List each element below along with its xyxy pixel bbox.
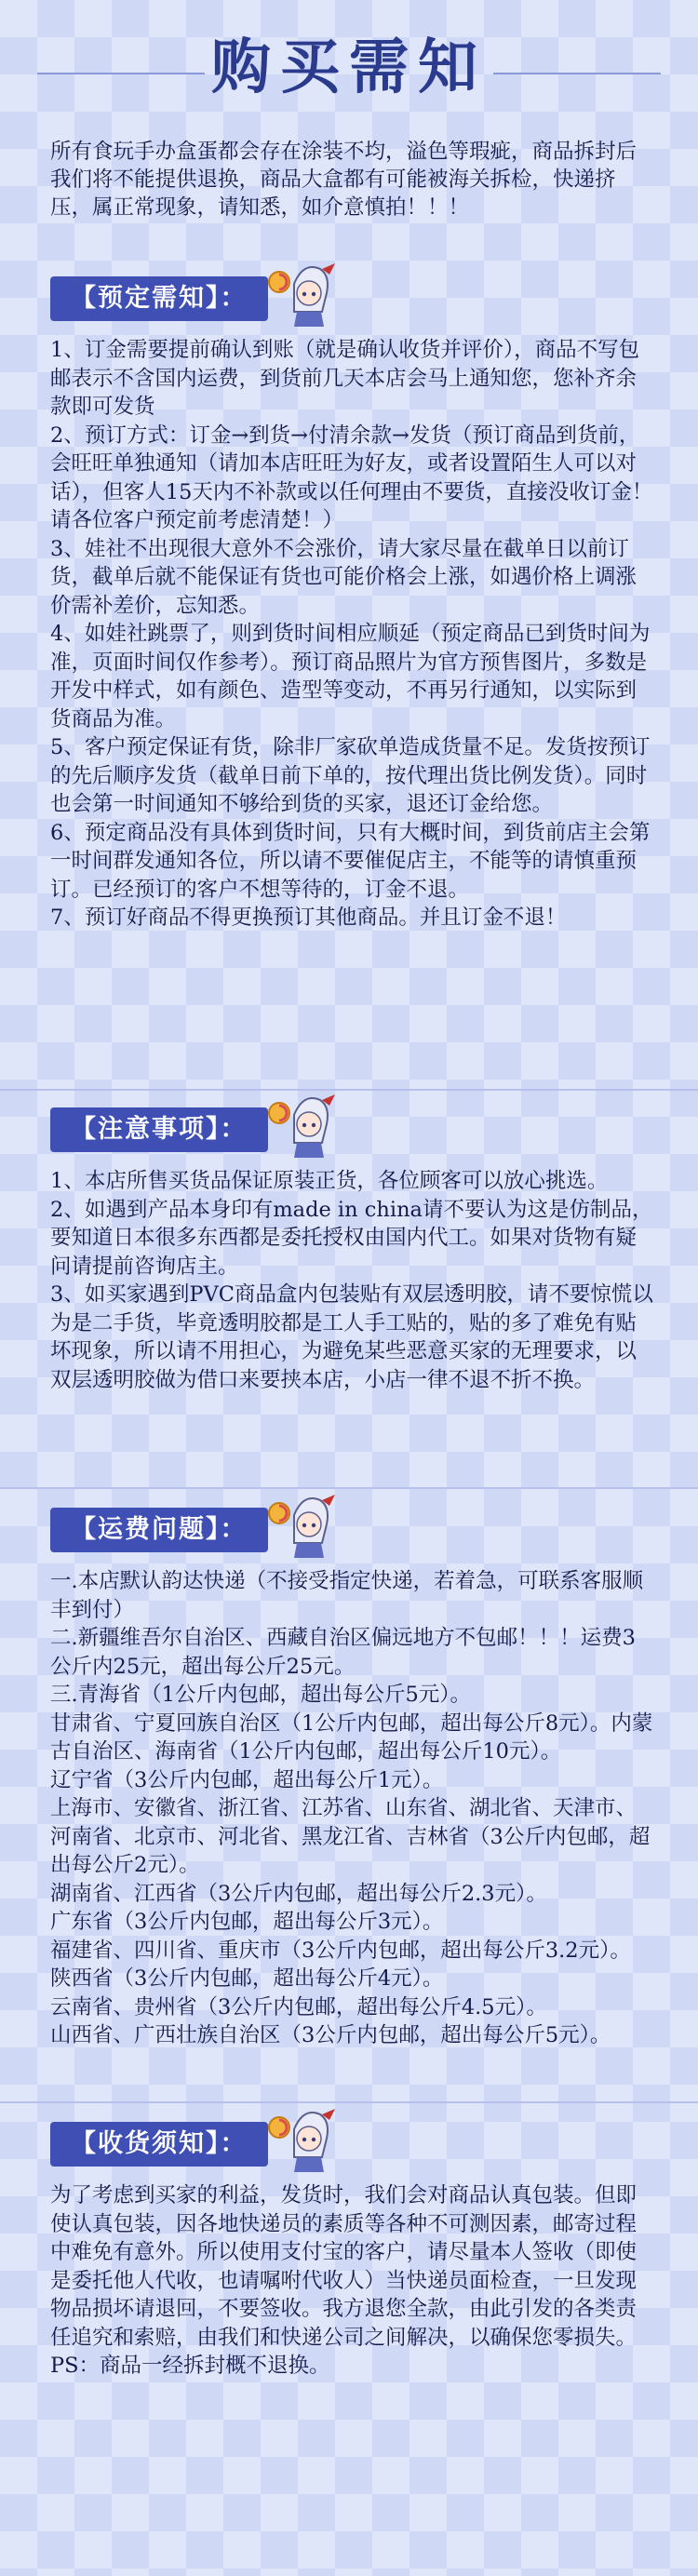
section-shipping — [50, 1487, 655, 2050]
paragraph: 二.新疆维吾尔自治区、西藏自治区偏远地方不包邮！！！运费3公斤内25元，超出每公斤25元。 — [50, 1626, 636, 1679]
page-title: 购买需知 — [211, 33, 487, 102]
paragraph: 1、订金需要提前确认到账（就是确认收货并评价），商品不写包邮表示不含国内运费，到货前几天本店会马上通知您，您补齐余款即可发货 — [50, 338, 640, 419]
title-area — [0, 17, 698, 119]
paragraph: 上海市、安徽省、浙江省、江苏省、山东省、湖北省、天津市、河南省、北京市、河北省、黑龙江省、吉林省（3公斤内包邮，超出每公斤2元）。 — [50, 1796, 651, 1877]
section-body — [50, 1567, 655, 2050]
paragraph: 为了考虑到买家的利益，发货时，我们会对商品认真包装。但即使认真包装，因各地快递员的素质等各种不可测因素，邮寄过程中难免有意外。所以使用支付宝的客户，请尽量本人签收（即使是委托他人代收，也请嘱咐代收人）当快递员面检查，一旦发现物品损坏请退回，不要签收。我方退您全款，由此引发的各类责任追究和索赔，由我们和快递公司之间解决，以确保您零损失。 — [50, 2183, 638, 2350]
paragraph: 甘肃省、宁夏回族自治区（1公斤内包邮，超出每公斤8元）。内蒙古自治区、海南省（1公斤内包邮，超出每公斤10元）。 — [50, 1711, 653, 1764]
section-header — [50, 256, 655, 330]
paragraph: 陕西省（3公斤内包邮，超出每公斤4元）。 — [50, 1966, 444, 1991]
paragraph: 3、娃社不出现很大意外不会涨价，请大家尽量在截单日以前订货，截单后就不能保证有货也可能价格会上涨，如遇价格上调涨价需补差价，忘知悉。 — [50, 536, 638, 618]
section-heading: 【预定需知】： — [50, 276, 268, 321]
section-header — [50, 1087, 655, 1161]
paragraph: 3、如买家遇到PVC商品盒内包装贴有双层透明胶，请不要惊慌以为是二手货，毕竟透明胶都是工人手工贴的，贴的多了难免有贴坏现象，所以请不用担心，为避免某些恶意买家的无理要求，以双层透明胶做为借口来要挟本店，小店一律不退不折不换。 — [50, 1282, 653, 1392]
section-body — [50, 2181, 655, 2381]
paragraph: 湖南省、江西省（3公斤内包邮，超出每公斤2.3元）。 — [50, 1881, 547, 1906]
section-header — [50, 1487, 655, 1562]
paragraph: 辽宁省（3公斤内包邮，超出每公斤1元）。 — [50, 1767, 444, 1792]
paragraph: 山西省、广西壮族自治区（3公斤内包邮，超出每公斤5元）。 — [50, 2023, 611, 2047]
paragraph: 4、如娃社跳票了，则到货时间相应顺延（预定商品已到货时间为准，页面时间仅作参考）。预订商品照片为官方预售图片，多数是开发中样式，如有颜色、造型等变动，不再另行通知，以实际到货商品为准。 — [50, 622, 651, 731]
paragraph: PS：商品一经拆封概不退换。 — [50, 2354, 330, 2378]
chibi-mascot-icon — [266, 256, 341, 330]
section-preorder — [50, 256, 655, 932]
section-header — [50, 2101, 655, 2176]
paragraph: 7、预订好商品不得更换预订其他商品。并且订金不退！ — [50, 906, 567, 930]
paragraph: 三.青海省（1公斤内包邮，超出每公斤5元）。 — [50, 1683, 472, 1707]
section-body — [50, 1167, 655, 1394]
paragraph: 2、如遇到产品本身印有made in china请不要认为这是仿制品，要知道日本很多东西都是委托授权由国内代工。如果对货物有疑问请提前咨询店主。 — [50, 1197, 653, 1279]
paragraph: 一.本店默认韵达快递（不接受指定快递，若着急，可联系客服顺丰到付） — [50, 1569, 644, 1622]
paragraph: 2、预订方式：订金→到货→付清余款→发货（预订商品到货前，会旺旺单独通知（请加本店旺旺为好友，或者设置陌生人可以对话），但客人15天内不补款或以任何理由不要货，直接没收订金！请各位客户预定前考虑清楚！） — [50, 423, 653, 532]
section-notes — [50, 1087, 655, 1394]
chibi-mascot-icon — [266, 1487, 341, 1562]
section-heading: 【运费问题】： — [50, 1508, 268, 1552]
paragraph: 1、本店所售买货品保证原装正货，各位顾客可以放心挑选。 — [50, 1169, 609, 1193]
chibi-mascot-icon — [266, 1087, 341, 1161]
section-heading: 【注意事项】： — [50, 1107, 268, 1152]
chibi-mascot-icon — [266, 2101, 341, 2176]
intro-text: 所有食玩手办盒蛋都会存在涂装不均，溢色等瑕疵，商品拆封后我们将不能提供退换，商品大盒都有可能被海关拆检，快递挤压，属正常现象，请知悉，如介意慎拍！！！ — [50, 140, 638, 220]
paragraph: 6、预定商品没有具体到货时间，只有大概时间，到货前店主会第一时间群发通知各位，所以请不要催促店主，不能等的请慎重预订。已经预订的客户不想等待的，订金不退。 — [50, 820, 651, 902]
paragraph: 云南省、贵州省（3公斤内包邮，超出每公斤4.5元）。 — [50, 1994, 547, 2019]
paragraph: 福建省、四川省、重庆市（3公斤内包邮，超出每公斤3.2元）。 — [50, 1938, 631, 1963]
paragraph: 广东省（3公斤内包邮，超出每公斤3元）。 — [50, 1910, 444, 1934]
paragraph: 5、客户预定保证有货，除非厂家砍单造成货量不足。发货按预订的先后顺序发货（截单日前下单的，按代理出货比例发货）。同时也会第一时间通知不够给到货的买家，退还订金给您。 — [50, 735, 651, 816]
section-body — [50, 336, 655, 932]
section-heading: 【收货须知】： — [50, 2122, 268, 2167]
section-receiving — [50, 2101, 655, 2381]
